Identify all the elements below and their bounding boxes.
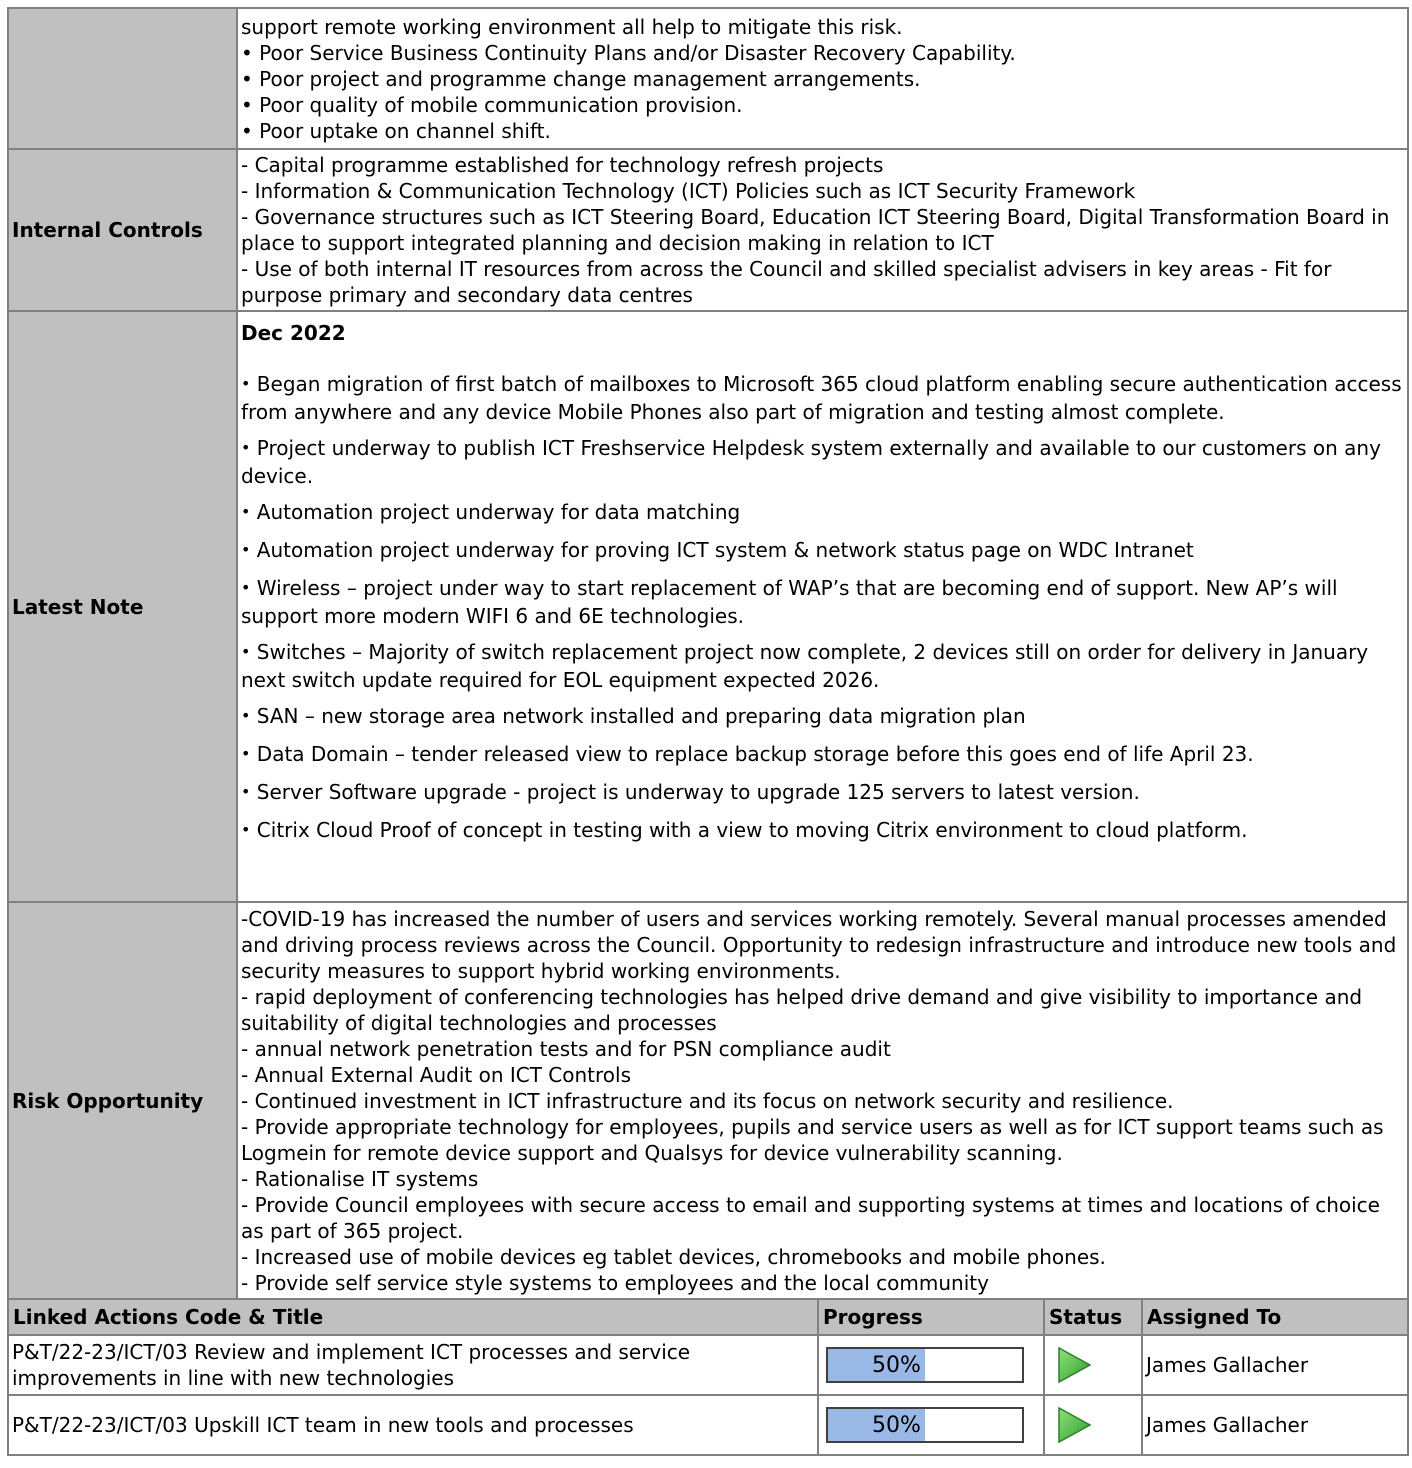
action-assignee: James Gallacher xyxy=(1142,1335,1408,1395)
progress-label: 50% xyxy=(872,1413,921,1438)
note-item-text: Began migration of first batch of mailboxes to Microsoft 365 cloud platform enabling secure authentication access from anywhere and any device Mobile Phones also part of migration and testing almost complete. xyxy=(241,372,1402,424)
text-line: • Poor uptake on channel shift. xyxy=(241,118,551,143)
risk-report xyxy=(7,7,1407,1456)
internal-controls-text xyxy=(237,149,1408,311)
text-line: - Use of both internal IT resources from across the Council and skilled specialist advisers in key areas - Fit for purpose primary and secondary data centres xyxy=(241,257,1332,307)
text-line: - rapid deployment of conferencing technologies has helped drive demand and give visibility to importance and suitability of digital technologies and processes xyxy=(241,984,1363,1035)
bullet-icon: • xyxy=(241,438,251,457)
green-triangle-play-icon xyxy=(1054,1345,1094,1385)
code-title-header: Linked Actions Code & Title xyxy=(8,1299,818,1335)
note-item-text: Project underway to publish ICT Freshservice Helpdesk system externally and available to our customers on any device. xyxy=(241,436,1381,488)
note-item xyxy=(241,779,1407,807)
actions-header-row xyxy=(8,1299,1408,1335)
internal-controls-label: Internal Controls xyxy=(8,149,237,311)
bullet-icon: • xyxy=(241,642,251,661)
note-item xyxy=(241,499,1407,527)
text-line: - annual network penetration tests and for PSN compliance audit xyxy=(241,1036,891,1061)
note-item-text: Data Domain – tender released view to replace backup storage before this goes end of life April 23. xyxy=(256,742,1254,766)
green-triangle-play-icon xyxy=(1054,1405,1094,1445)
text-line: • Poor Service Business Continuity Plans and/or Disaster Recovery Capability. xyxy=(241,40,1016,65)
note-item-text: Automation project underway for proving ICT system & network status page on WDC Intranet xyxy=(256,538,1194,562)
text-line: support remote working environment all help to mitigate this risk. xyxy=(241,14,903,39)
action-progress-cell xyxy=(818,1335,1044,1395)
text-line: - Information & Communication Technology (ICT) Policies such as ICT Security Framework xyxy=(241,179,1136,203)
note-item xyxy=(241,575,1407,629)
assigned-header: Assigned To xyxy=(1142,1299,1408,1335)
text-line: - Continued investment in ICT infrastructure and its focus on network security and resilience. xyxy=(241,1088,1174,1113)
continued-text xyxy=(237,8,1408,149)
bullet-icon: • xyxy=(241,744,251,763)
note-item xyxy=(241,639,1407,693)
latest-note-text xyxy=(237,311,1408,902)
note-item-text: Wireless – project under way to start replacement of WAP’s that are becoming end of support. New AP’s will support more modern WIFI 6 and 6E technologies. xyxy=(241,576,1338,628)
note-item xyxy=(241,741,1407,769)
action-row xyxy=(8,1335,1408,1395)
text-line: - Rationalise IT systems xyxy=(241,1166,479,1191)
risk-details-table xyxy=(7,7,1409,1300)
text-line: - Governance structures such as ICT Steering Board, Education ICT Steering Board, Digital Transformation Board in place to support integrated planning and decision making in relation to ICT xyxy=(241,205,1390,255)
action-assignee: James Gallacher xyxy=(1142,1395,1408,1455)
status-header: Status xyxy=(1044,1299,1142,1335)
latest-note-row xyxy=(8,311,1408,902)
text-line: -COVID-19 has increased the number of users and services working remotely. Several manual processes amended and driving process reviews across the Council. Opportunity to redesign infrastructure and introduce new tools and security measures to support hybrid working environments. xyxy=(241,906,1397,983)
action-row xyxy=(8,1395,1408,1455)
note-item xyxy=(241,537,1407,565)
note-item xyxy=(241,435,1407,489)
risk-opportunity-label: Risk Opportunity xyxy=(8,902,237,1299)
internal-controls-row xyxy=(8,149,1408,311)
progress-bar xyxy=(826,1407,1024,1443)
action-title: P&T/22-23/ICT/03 Upskill ICT team in new tools and processes xyxy=(8,1395,818,1455)
note-item xyxy=(241,703,1407,731)
bullet-icon: • xyxy=(241,374,251,393)
note-date-heading: Dec 2022 xyxy=(241,321,346,345)
latest-note-label: Latest Note xyxy=(8,311,237,902)
bullet-icon: • xyxy=(241,578,251,597)
text-line: - Provide Council employees with secure access to email and supporting systems at times and locations of choice as part of 365 project. xyxy=(241,1192,1380,1243)
progress-label: 50% xyxy=(872,1353,921,1378)
note-item xyxy=(241,371,1407,425)
note-item-text: SAN – new storage area network installed and preparing data migration plan xyxy=(256,704,1026,728)
note-item xyxy=(241,817,1407,845)
action-status-cell xyxy=(1044,1335,1142,1395)
note-item-text: Automation project underway for data matching xyxy=(256,500,741,524)
text-line: • Poor quality of mobile communication provision. xyxy=(241,92,743,117)
linked-actions-table xyxy=(7,1298,1409,1456)
bullet-icon: • xyxy=(241,540,251,559)
note-item-text: Switches – Majority of switch replacement project now complete, 2 devices still on order for delivery in January next switch update required for EOL equipment expected 2026. xyxy=(241,640,1369,692)
continued-label xyxy=(8,8,237,149)
text-line: - Annual External Audit on ICT Controls xyxy=(241,1062,632,1087)
text-line: - Provide self service style systems to employees and the local community xyxy=(241,1270,989,1295)
bullet-icon: • xyxy=(241,782,251,801)
action-progress-cell xyxy=(818,1395,1044,1455)
risk-opportunity-text xyxy=(237,902,1408,1299)
text-line: - Increased use of mobile devices eg tablet devices, chromebooks and mobile phones. xyxy=(241,1244,1106,1269)
text-line: - Capital programme established for technology refresh projects xyxy=(241,153,884,177)
text-line: • Poor project and programme change management arrangements. xyxy=(241,66,921,91)
continued-row xyxy=(8,8,1408,149)
bullet-icon: • xyxy=(241,502,251,521)
action-status-cell xyxy=(1044,1395,1142,1455)
note-item-text: Citrix Cloud Proof of concept in testing with a view to moving Citrix environment to cloud platform. xyxy=(256,818,1248,842)
text-line: - Provide appropriate technology for employees, pupils and service users as well as for ICT support teams such as Logmein for remote device support and Qualsys for device vulnerability scanning. xyxy=(241,1114,1384,1165)
bullet-icon: • xyxy=(241,706,251,725)
bullet-icon: • xyxy=(241,820,251,839)
risk-opportunity-row xyxy=(8,902,1408,1299)
action-title: P&T/22-23/ICT/03 Review and implement ICT processes and service improvements in line with new technologies xyxy=(8,1335,818,1395)
note-item-text: Server Software upgrade - project is underway to upgrade 125 servers to latest version. xyxy=(256,780,1140,804)
progress-header: Progress xyxy=(818,1299,1044,1335)
progress-bar xyxy=(826,1347,1024,1383)
